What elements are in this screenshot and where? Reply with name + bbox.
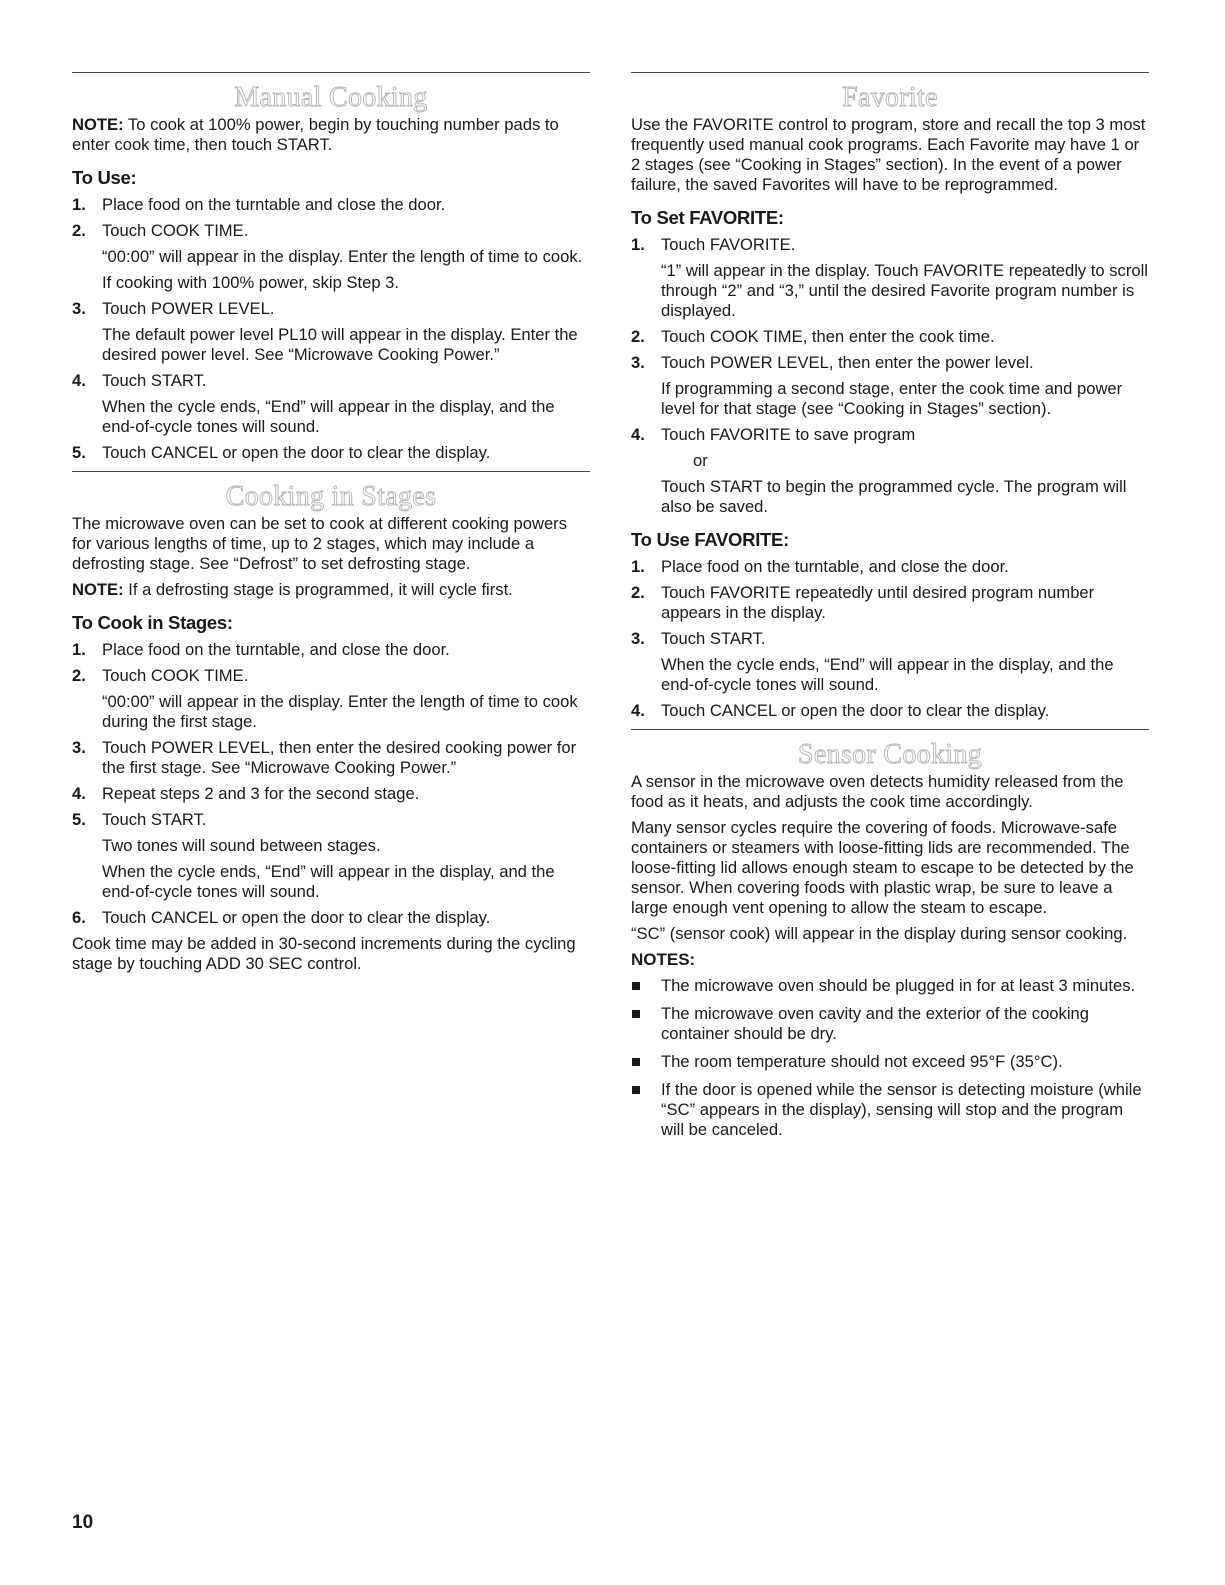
stages-outro: Cook time may be added in 30-second increments during the cycling stage by touching ADD 30 SEC control. [72, 934, 576, 973]
square-bullet-icon [632, 982, 640, 990]
manual-step-5: 5. Touch CANCEL or open the door to clear the display. [72, 443, 491, 462]
stages-step-2: 2. Touch COOK TIME. [72, 666, 249, 685]
section-divider [72, 471, 590, 472]
to-use-heading: To Use: [72, 167, 137, 188]
manual-step-3: 3. Touch POWER LEVEL. [72, 299, 275, 318]
favorite-title: Favorite [842, 82, 938, 113]
manual-step-4: 4. Touch START. [72, 371, 207, 390]
set-step-3: 3. Touch POWER LEVEL, then enter the power level. [631, 353, 1034, 372]
stages-step-5: 5. Touch START. [72, 810, 207, 829]
stages-step-3: 3. Touch POWER LEVEL, then enter the desired cooking power for the first stage. See “Microwave Cooking Power.” [72, 738, 577, 777]
manual-step-2-detail: “00:00” will appear in the display. Enter the length of time to cook. [102, 247, 583, 266]
manual-step-2-detail-b: If cooking with 100% power, skip Step 3. [102, 273, 400, 292]
stages-step-6: 6. Touch CANCEL or open the door to clear the display. [72, 908, 491, 927]
sensor-paragraph-1: A sensor in the microwave oven detects humidity released from the food as it heats, and adjusts the cook time accordingly. [631, 772, 1124, 811]
square-bullet-icon [632, 1058, 640, 1066]
cooking-in-stages-title: Cooking in Stages [225, 481, 437, 512]
set-step-3-detail: If programming a second stage, enter the cook time and power level for that stage (see “Cooking in Stages” section). [661, 379, 1123, 418]
stages-step-1: 1. Place food on the turntable, and close the door. [72, 640, 450, 659]
manual-step-1: 1. Place food on the turntable and close the door. [72, 195, 446, 214]
sensor-cooking-title: Sensor Cooking [798, 739, 982, 770]
left-column [72, 72, 590, 980]
use-step-3: 3. Touch START. [631, 629, 766, 648]
notes-heading: NOTES: [631, 950, 696, 969]
set-step-4-or: or [693, 451, 708, 470]
note-bullet: The microwave oven should be plugged in for at least 3 minutes. [631, 976, 1149, 996]
note-label: NOTE: [72, 115, 124, 134]
note-text: To cook at 100% power, begin by touching number pads to enter cook time, then touch START. [72, 115, 559, 154]
to-set-favorite-heading: To Set FAVORITE: [631, 207, 784, 228]
favorite-intro: Use the FAVORITE control to program, store and recall the top 3 most frequently used manual cook programs. Each Favorite may have 1 or 2 stages (see “Cooking in Stages” section). In the event of a power failure, the saved Favorites will have to be reprogrammed. [631, 115, 1146, 194]
note-bullet: The room temperature should not exceed 95°F (35°C). [631, 1052, 1149, 1072]
manual-step-4-detail: When the cycle ends, “End” will appear in the display, and the end-of-cycle tones will sound. [102, 397, 555, 436]
stages-intro: The microwave oven can be set to cook at different cooking powers for various lengths of time, up to 2 stages, which may include a defrosting stage. See “Defrost” to set defrosting stage. [72, 514, 568, 573]
manual-cooking-title: Manual Cooking [234, 82, 428, 113]
square-bullet-icon [632, 1010, 640, 1018]
use-step-3-detail: When the cycle ends, “End” will appear in the display, and the end-of-cycle tones will sound. [661, 655, 1114, 694]
page-number: 10 [72, 1512, 94, 1533]
use-step-1: 1. Place food on the turntable, and close the door. [631, 557, 1009, 576]
section-divider [631, 72, 1149, 73]
to-use-favorite-heading: To Use FAVORITE: [631, 529, 789, 550]
manual-note [72, 115, 590, 155]
section-divider [631, 729, 1149, 730]
to-cook-in-stages-heading: To Cook in Stages: [72, 612, 233, 633]
use-step-2: 2. Touch FAVORITE repeatedly until desired program number appears in the display. [631, 583, 1095, 622]
square-bullet-icon [632, 1086, 640, 1094]
note-label: NOTE: [72, 580, 124, 599]
set-step-1: 1. Touch FAVORITE. [631, 235, 796, 254]
set-step-4: 4. Touch FAVORITE to save program [631, 425, 916, 444]
use-step-4: 4. Touch CANCEL or open the door to clear the display. [631, 701, 1050, 720]
right-column [631, 72, 1149, 1148]
set-step-2: 2. Touch COOK TIME, then enter the cook time. [631, 327, 995, 346]
manual-step-3-detail: The default power level PL10 will appear in the display. Enter the desired power level. See “Microwave Cooking Power.” [102, 325, 578, 364]
set-step-1-detail: “1” will appear in the display. Touch FAVORITE repeatedly to scroll through “2” and “3,” until the desired Favorite program number is displayed. [661, 261, 1148, 320]
note-bullet: If the door is opened while the sensor is detecting moisture (while “SC” appears in the display), sensing will stop and the program will be canceled. [631, 1080, 1149, 1140]
stages-step-2-detail: “00:00” will appear in the display. Enter the length of time to cook during the first stage. [102, 692, 578, 731]
manual-step-2: 2. Touch COOK TIME. [72, 221, 249, 240]
stages-step-4: 4. Repeat steps 2 and 3 for the second stage. [72, 784, 420, 803]
stages-step-5-detail-b: When the cycle ends, “End” will appear in the display, and the end-of-cycle tones will sound. [102, 862, 555, 901]
stages-step-5-detail: Two tones will sound between stages. [102, 836, 381, 855]
sensor-paragraph-2: Many sensor cycles require the covering of foods. Microwave-safe containers or steamers with loose-fitting lids are recommended. The loose-fitting lid allows enough steam to escape to be detected by the sensor. When covering foods with plastic wrap, be sure to leave a large enough vent opening to allow the steam to escape. [631, 818, 1134, 917]
sensor-paragraph-3: “SC” (sensor cook) will appear in the display during sensor cooking. [631, 924, 1128, 943]
section-divider [72, 72, 590, 73]
note-text: If a defrosting stage is programmed, it will cycle first. [123, 580, 513, 599]
stages-note [72, 580, 590, 600]
set-step-4-detail: Touch START to begin the programmed cycle. The program will also be saved. [661, 477, 1127, 516]
note-bullet: The microwave oven cavity and the exterior of the cooking container should be dry. [631, 1004, 1149, 1044]
